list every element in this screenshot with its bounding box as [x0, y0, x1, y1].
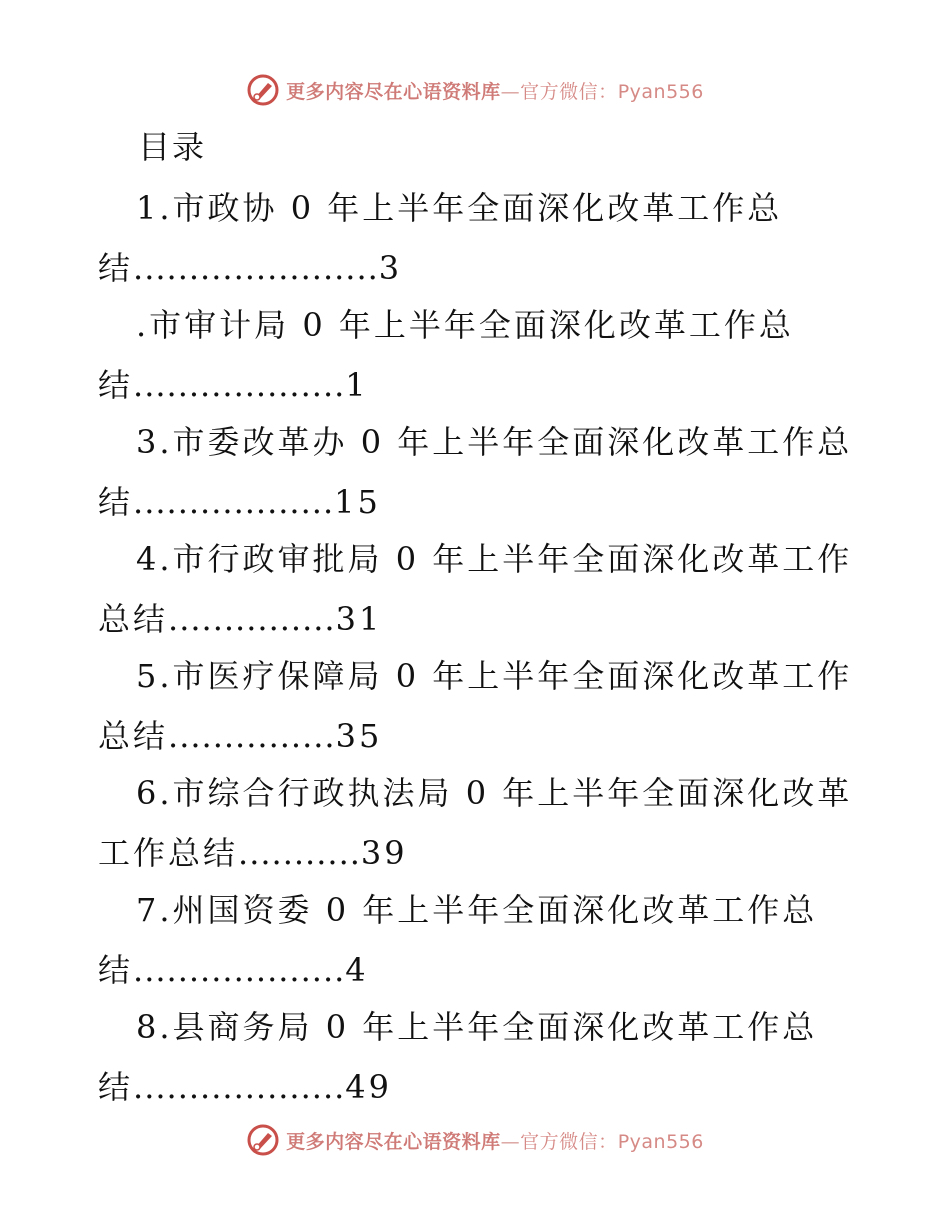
toc-entry-title: 7.州国资委 0 年上半年全面深化改革工作总 — [136, 891, 818, 929]
watermark-main-text: 更多内容尽在心语资料库 — [286, 80, 501, 103]
watermark-main-text: 更多内容尽在心语资料库 — [286, 1130, 501, 1153]
watermark-wechat-id: Pyan556 — [617, 80, 704, 103]
toc-page-number: 1 — [345, 366, 369, 404]
toc-entry-title-end: 结 — [98, 249, 134, 287]
toc-entry-title-end: 总结 — [98, 717, 169, 755]
footer-watermark — [0, 1120, 950, 1160]
watermark-wechat-id: Pyan556 — [617, 1130, 704, 1153]
toc-leader-dots: ................... — [133, 951, 346, 989]
toc-title: 目录 — [138, 128, 207, 166]
pen-logo-icon — [246, 73, 280, 107]
toc-page-number: 4 — [345, 951, 369, 989]
toc-page-number: 31 — [335, 600, 383, 638]
watermark-separator: — — [500, 80, 521, 103]
toc-page-number: 15 — [334, 483, 381, 521]
toc-leader-dots: ........... — [238, 834, 361, 872]
toc-entry-title-end: 总结 — [98, 600, 169, 638]
toc-leader-dots: ................... — [133, 1068, 346, 1106]
toc-entry-title: 3.市委改革办 0 年上半年全面深化改革工作总 — [136, 423, 853, 461]
toc-entry-title: 5.市医疗保障局 0 年上半年全面深化改革工作 — [136, 657, 853, 695]
toc-entry-title-end: 结 — [98, 366, 134, 404]
toc-entry-title-end: 工作总结 — [98, 834, 239, 872]
toc-entry-title: .市审计局 0 年上半年全面深化改革工作总 — [136, 306, 794, 344]
toc-leader-dots: ............... — [168, 600, 336, 638]
toc-page-number: 3 — [378, 249, 403, 287]
toc-entry-title-end: 结 — [98, 951, 134, 989]
watermark-label: 官方微信： — [520, 1130, 618, 1153]
toc-entry-title: 8.县商务局 0 年上半年全面深化改革工作总 — [136, 1008, 818, 1046]
toc-leader-dots: ...................... — [133, 249, 379, 287]
header-watermark — [0, 70, 950, 110]
toc-page-number: 49 — [345, 1068, 392, 1106]
toc-entry-title-end: 结 — [98, 1068, 134, 1106]
toc-page-number: 39 — [360, 834, 408, 872]
toc-leader-dots: .................. — [133, 483, 335, 521]
toc-leader-dots: ............... — [168, 717, 336, 755]
toc-entry-title: 4.市行政审批局 0 年上半年全面深化改革工作 — [136, 540, 853, 578]
watermark-separator: — — [500, 1130, 521, 1153]
toc-leader-dots: ................... — [133, 366, 346, 404]
toc-entry-title: 1.市政协 0 年上半年全面深化改革工作总 — [136, 189, 783, 227]
watermark-label: 官方微信： — [520, 80, 618, 103]
toc-page-number: 35 — [335, 717, 383, 755]
toc-entry-title: 6.市综合行政执法局 0 年上半年全面深化改革 — [136, 774, 853, 812]
toc-entry-title-end: 结 — [98, 483, 134, 521]
pen-logo-icon — [246, 1123, 280, 1157]
